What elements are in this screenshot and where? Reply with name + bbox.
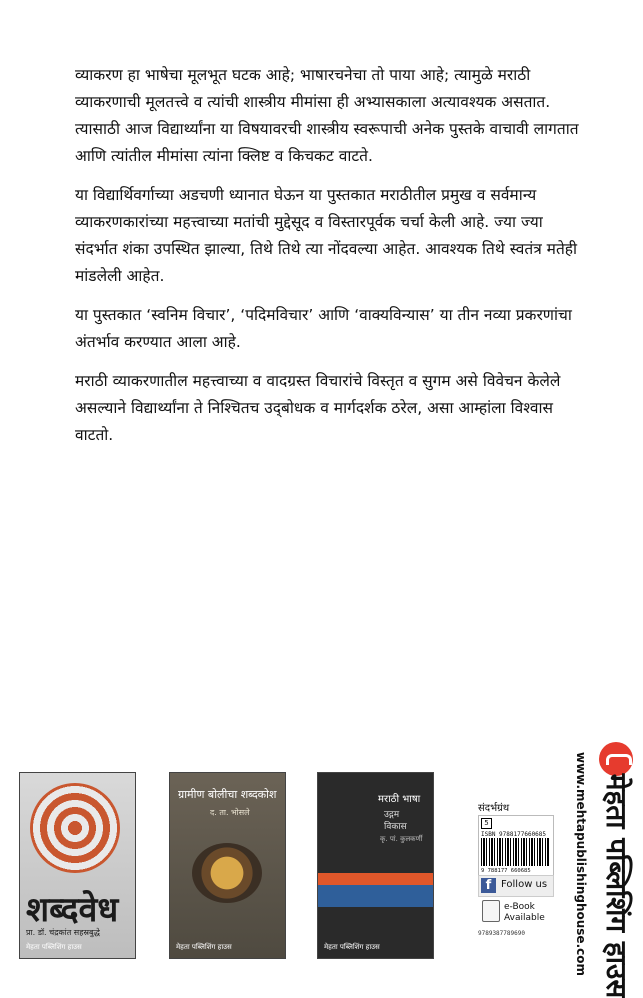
book-author: कृ. पां. कुलकर्णी [380,835,423,843]
publisher-logo-icon [599,742,633,776]
book-imprint: मेहता पब्लिशिंग हाउस [26,943,82,951]
book-title: ग्रामीण बोलीचा शब्दकोश [178,788,277,801]
book-cover-gramin-boli [170,773,285,958]
target-illustration [30,783,120,873]
blue-band [318,885,433,907]
follow-us-label: Follow us [501,879,548,890]
book-subtitle: विकास [384,822,407,832]
blurb-text [75,62,580,461]
isbn-label: ISBN 9788177660685 [481,831,547,838]
book-subtitle: उद्गम [384,810,400,820]
publisher-name [597,773,637,998]
book-cover-marathi-bhasha [318,773,433,958]
facebook-icon: f [481,878,496,893]
orange-band [318,873,433,885]
barcode-bars [481,838,549,866]
book-cover-shabdavedh [20,773,135,958]
price-code: 5 [481,818,492,829]
ebook-isbn: 9789387789690 [478,930,525,937]
book-author: द. ता. भोसले [210,808,250,817]
barcode [478,815,554,879]
follow-us-badge [478,875,554,897]
ebook-badge [478,898,552,930]
ebook-icon [482,900,500,922]
blurb-paragraph-2: या विद्यार्थिवर्गाच्या अडचणी ध्यानात घेऊन या पुस्तकात मराठीतील प्रमुख व सर्वमान्य व्याकरणकारांच्या महत्त्वाच्या मतांची मुद्देसूद व विस्तारपूर्वक चर्चा केली आहे. ज्या ज्या संदर्भात शंका उपस्थित झाल्या, तिथे तिथे त्या नोंदवल्या आहेत. आवश्यक तिथे स्वतंत्र मतेही मांडलेली आहेत. [75,186,578,285]
isbn-digits: 9 788177 660685 [481,868,531,874]
book-imprint: मेहता पब्लिशिंग हाउस [324,943,380,951]
publisher-name-text: मेहता पब्लिशिंग हाउस [600,773,633,998]
category-label: संदर्भग्रंथ [478,803,510,814]
book-title: शब्दवेध [26,890,119,930]
blurb-paragraph-1: व्याकरण हा भाषेचा मूलभूत घटक आहे; भाषारचनेचा तो पाया आहे; त्यामुळे मराठी व्याकरणाची मूलतत्त्वे व त्यांची शास्त्रीय मीमांसा ही अभ्यासकाला अत्यावश्यक असतात. त्यासाठी आज विद्यार्थ्यांना या विषयावरची शास्त्रीय स्वरूपाची अनेक पुस्तके वाचावी लागतात आणि त्यांतील मीमांसा त्यांना क्लिष्ट व किचकट वाटते. [75,66,579,165]
ebook-label: e-Book [504,902,535,912]
publisher-url-text: www.mehtapublishinghouse.com [574,752,588,976]
ebook-available-label: Available [504,913,545,923]
book-imprint: मेहता पब्लिशिंग हाउस [176,943,232,951]
publisher-url [574,738,588,990]
book-author: प्रा. डॉ. चंद्रकांत सहस्रबुद्धे [26,928,100,937]
coin-pot-illustration [192,843,262,903]
blurb-paragraph-4: मराठी व्याकरणातील महत्त्वाच्या व वादग्रस्त विचारांचे विस्तृत व सुगम असे विवेचन केलेले असल्याने विद्यार्थ्यांना ते निश्चितच उद्‌बोधक व मार्गदर्शक ठरेल, असा आम्हांला विश्वास वाटतो. [75,372,561,444]
blurb-paragraph-3: या पुस्तकात ‘स्वनिम विचार’, ‘पदिमविचार’ आणि ‘वाक्यविन्यास’ या तीन नव्या प्रकरणांचा अंतर्भाव करण्यात आला आहे. [75,306,572,351]
logo-m-mark [606,754,632,765]
book-title: मराठी भाषा [378,794,421,805]
